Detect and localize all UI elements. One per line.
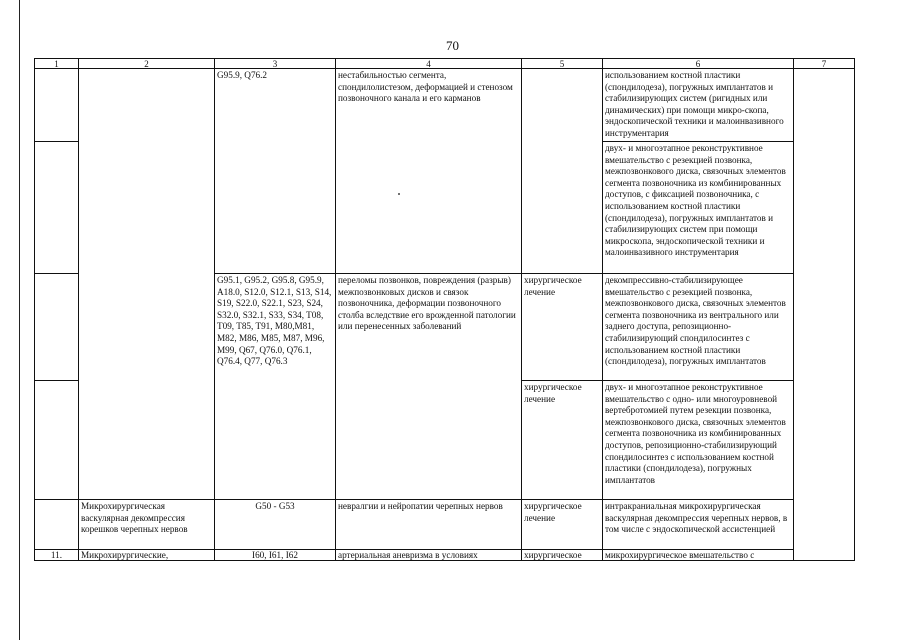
cell-treatment xyxy=(522,69,603,274)
cell-treatment: хирургическое лечение xyxy=(522,274,603,381)
cell-method: использованием костной пластики (спондилодеза), погружных имплантатов и стабилизирующих систем (ригидных или динамических) при помощи микро-скопа, эндоскопической техники и малоинвазивного инструментария xyxy=(603,69,794,142)
page-number: 70 xyxy=(446,38,459,53)
column-header-6: 6 xyxy=(603,59,794,69)
cell-method: двух- и многоэтапное реконструктивное вмешательство с одно- или многоуровневой вертебротомией путем резекции позвонка, межпозвонкового диска, связочных элементов сегмента позвоночника из комбинированных доступов, репозиционно-стабилизирующий спондилосинтез с использованием костной пластики (спондилодеза), погружных имплантатов xyxy=(603,381,794,500)
cell-number xyxy=(35,381,79,500)
cell-number xyxy=(35,69,79,142)
cell-treatment: хирургическое xyxy=(522,550,603,561)
cell-method: декомпрессивно-стабилизирующее вмешательство с резекцией позвонка, межпозвонкового диска, связочных элементов сегмента позвоночника из вентрального или заднего доступа, репозиционно-стабилизирующий спондилосинтез с использованием костной пластики (спондилодеза), погружных имплантатов xyxy=(603,274,794,381)
table-row xyxy=(35,500,855,550)
cell-name: Микрохирургические, xyxy=(79,550,215,561)
cell-codes: G50 - G53 xyxy=(215,500,336,550)
cell-patient-model: нестабильностью сегмента, спондилолистезом, деформацией и стенозом позвоночного канала и его карманов xyxy=(336,69,522,274)
scan-speck xyxy=(398,193,400,195)
cell-treatment: хирургическое лечение xyxy=(522,381,603,500)
cell-method: интракраниальная микрохирургическая васкулярная декомпрессия черепных нервов, в том числе с эндоскопической ассистенцией xyxy=(603,500,794,550)
table-row xyxy=(35,550,855,561)
cell-method: двух- и многоэтапное реконструктивное вмешательство с резекцией позвонка, межпозвонкового диска, связочных элементов сегмента позвоночника из комбинированных доступов, с фиксацией позвоночника, с использованием костной пластики (спондилодеза), погружных имплантатов и стабилизирующих систем при помощи микроскопа, эндоскопической техники и малоинвазивного инструментария xyxy=(603,142,794,274)
cell-patient-model: переломы позвонков, повреждения (разрыв) межпозвонковых дисков и связок позвоночника, деформации позвоночного столба вследствие его врожденной патологии или перенесенных заболеваний xyxy=(336,274,522,500)
cell-treatment: хирургическое лечение xyxy=(522,500,603,550)
column-header-3: 3 xyxy=(215,59,336,69)
column-header-4: 4 xyxy=(336,59,522,69)
column-header-1: 1 xyxy=(35,59,79,69)
medical-care-table xyxy=(34,58,855,561)
cell-codes: G95.1, G95.2, G95.8, G95.9, A18.0, S12.0, S12.1, S13, S14, S19, S22.0, S22.1, S23, S24, S32.0, S32.1, S33, S34, T08, T09, T85, T91, M80,M81, M82, M86, M85, M87, M96, M99, Q67, Q76.0, Q76.1, Q76.4, Q77, Q76.3 xyxy=(215,274,336,500)
cell-codes: I60, I61, I62 xyxy=(215,550,336,561)
cell-patient-model: артериальная аневризма в условиях xyxy=(336,550,522,561)
column-header-7: 7 xyxy=(794,59,855,69)
cell-name xyxy=(79,69,215,500)
page-left-edge xyxy=(19,0,20,640)
column-header-2: 2 xyxy=(79,59,215,69)
cell-number: 11. xyxy=(35,550,79,561)
cell-method: микрохирургическое вмешательство с xyxy=(603,550,794,561)
cell-codes: G95.9, Q76.2 xyxy=(215,69,336,274)
cell-number xyxy=(35,142,79,274)
cell-number xyxy=(35,500,79,550)
cell-cost xyxy=(794,69,855,561)
cell-patient-model: невралгии и нейропатии черепных нервов xyxy=(336,500,522,550)
cell-number xyxy=(35,274,79,381)
column-header-row xyxy=(35,59,855,69)
table-row xyxy=(35,69,855,142)
column-header-5: 5 xyxy=(522,59,603,69)
cell-name: Микрохирургическая васкулярная декомпрессия корешков черепных нервов xyxy=(79,500,215,550)
